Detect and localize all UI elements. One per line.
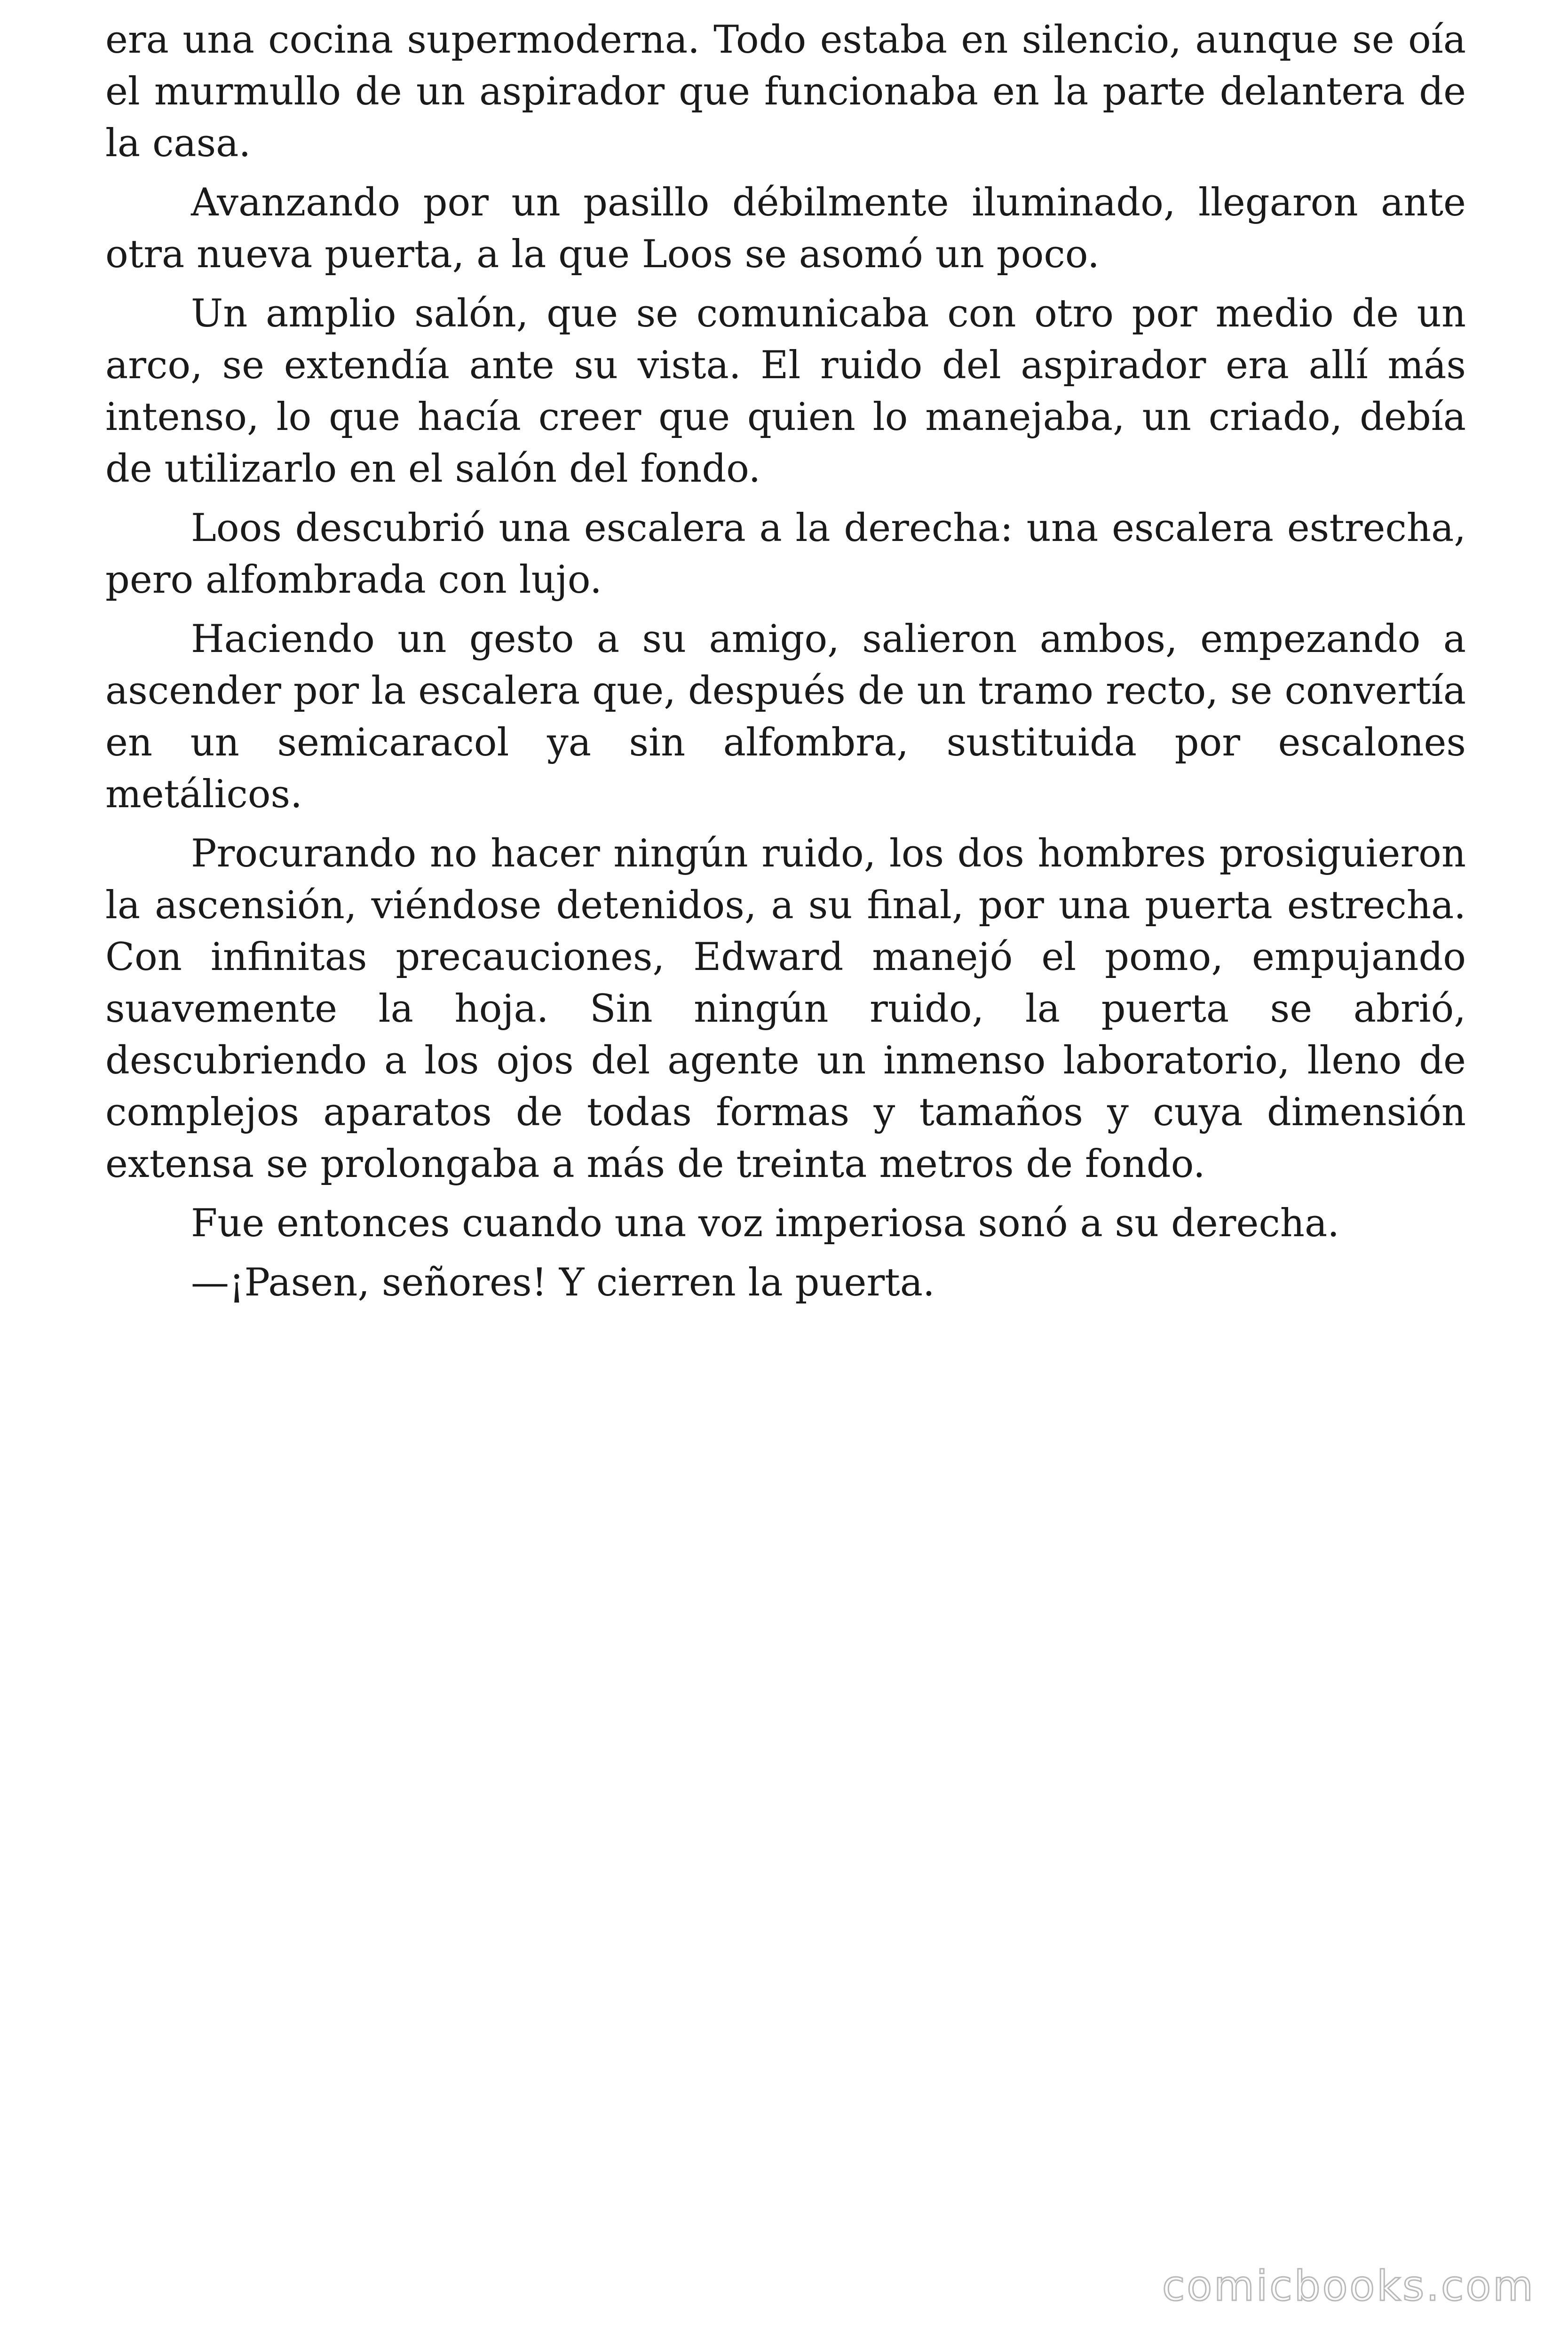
body-text: [105, 14, 1466, 1316]
paragraph-7: Fue entonces cuando una voz imperiosa sonó a su derecha.: [191, 1201, 1339, 1246]
paragraph-1: era una cocina supermoderna. Todo estaba en silencio, aunque se oía el murmullo de un aspirador que funcionaba en la parte delantera de la casa.: [105, 18, 1466, 166]
paragraph-5: Haciendo un gesto a su amigo, salieron ambos, empezando a ascender por la escalera que, después de un tramo recto, se convertía en un semicaracol ya sin alfombra, sustituida por escalones metálicos.: [105, 617, 1466, 817]
paragraph-3: Un amplio salón, que se comunicaba con otro por medio de un arco, se extendía ante su vista. El ruido del aspirador era allí más intenso, lo que hacía creer que quien lo manejaba, un criado, debía de utilizarlo en el salón del fondo.: [105, 292, 1466, 491]
paragraph-6: Procurando no hacer ningún ruido, los dos hombres prosiguieron la ascensión, viéndose detenidos, a su final, por una puerta estrecha. Con infinitas precauciones, Edward manejó el pomo, empujando suavemente la hoja. Sin ningún ruido, la puerta se abrió, descubriendo a los ojos del agente un inmenso laboratorio, lleno de complejos aparatos de todas formas y tamaños y cuya dimensión extensa se prolongaba a más de treinta metros de fondo.: [105, 832, 1466, 1186]
paragraph-2: Avanzando por un pasillo débilmente iluminado, llegaron ante otra nueva puerta, a la que Loos se asomó un poco.: [105, 181, 1466, 277]
watermark-logo: comicbooks.com: [1162, 2262, 1535, 2310]
paragraph-4: Loos descubrió una escalera a la derecha: una escalera estrecha, pero alfombrada con lujo.: [105, 506, 1466, 602]
paragraph-8: —¡Pasen, señores! Y cierren la puerta.: [191, 1261, 935, 1305]
